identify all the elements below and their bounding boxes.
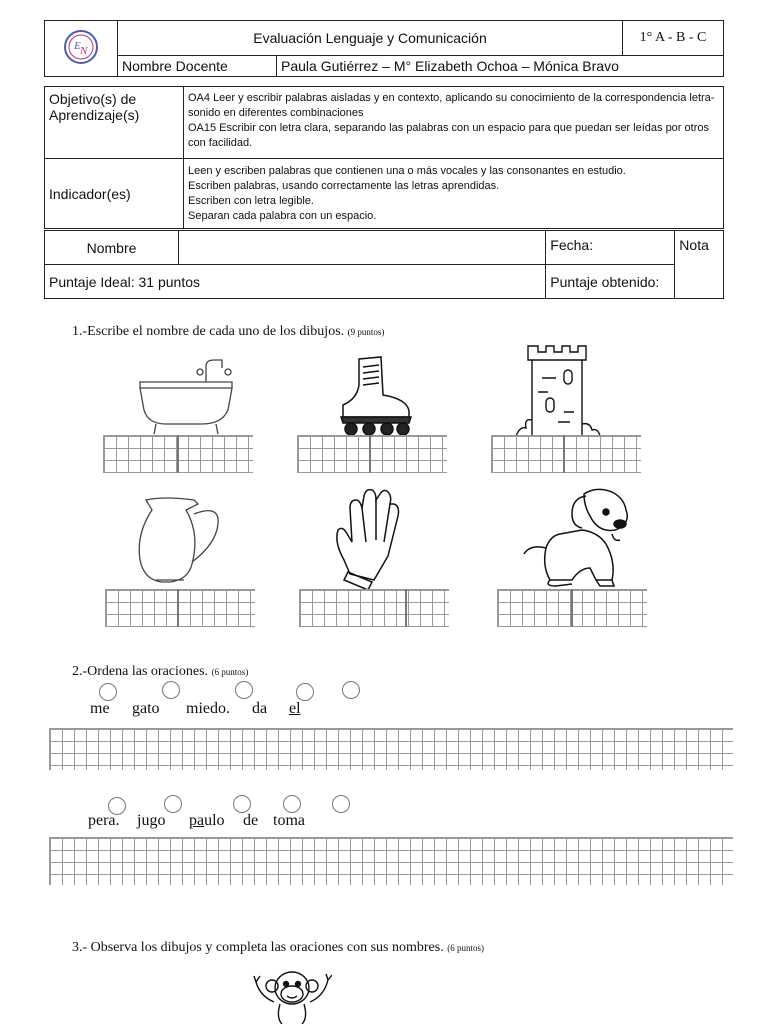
section3-title — [72, 940, 484, 956]
objectives-table — [44, 86, 724, 229]
word-da: da — [252, 700, 268, 717]
bathtub-icon — [136, 358, 236, 438]
answer-grid-glove[interactable] — [299, 589, 449, 627]
dog-icon — [520, 486, 638, 590]
section2-title — [72, 664, 248, 680]
grid-word-separator — [369, 435, 371, 473]
word-paulo-underlined: pa — [189, 812, 205, 829]
section3-points: (6 puntos) — [447, 943, 484, 953]
order-circle[interactable] — [235, 681, 253, 699]
section1-title-text: 1.-Escribe el nombre de cada uno de los dibujos. — [72, 324, 345, 339]
word-paulo: paulo — [189, 812, 225, 829]
answer-grid-tower[interactable] — [491, 435, 641, 473]
indicator-line: Escriben palabras, usando correctamente las letras aprendidas. — [188, 179, 500, 192]
section2-title-text: 2.-Ordena las oraciones. — [72, 664, 209, 679]
glove-icon — [330, 486, 406, 590]
evaluation-title: Evaluación Lenguaje y Comunicación — [118, 21, 623, 56]
section3-title-text: 3.- Observa los dibujos y completa las oraciones con sus nombres. — [72, 940, 444, 955]
ideal-score: Puntaje Ideal: 31 puntos — [45, 265, 546, 299]
sentence1-writing-grid[interactable] — [49, 728, 733, 770]
word-de: de — [243, 812, 259, 829]
obtained-score-label[interactable]: Puntaje obtenido: — [546, 265, 675, 299]
name-field[interactable] — [179, 231, 546, 265]
grid-word-separator — [571, 589, 573, 627]
indicator-line: Separan cada palabra con un espacio. — [188, 209, 377, 222]
order-circle[interactable] — [332, 795, 350, 813]
jug-icon — [134, 494, 230, 590]
word-me: me — [90, 700, 110, 717]
order-circle[interactable] — [342, 681, 360, 699]
tower-icon — [512, 342, 602, 438]
grade-label[interactable]: Nota — [675, 231, 724, 299]
order-circle[interactable] — [99, 683, 117, 701]
student-table — [44, 230, 724, 299]
grid-word-separator — [563, 435, 565, 473]
school-logo-icon — [63, 29, 99, 65]
sentence2-writing-grid[interactable] — [49, 837, 733, 885]
section2-points: (6 puntos) — [211, 667, 249, 677]
answer-grid-skate[interactable] — [297, 435, 447, 473]
grid-word-separator — [177, 589, 179, 627]
teacher-names: Paula Gutiérrez – M° Elizabeth Ochoa – Mónica Bravo — [277, 56, 724, 77]
word-toma: toma — [273, 812, 305, 829]
school-logo-cell — [45, 21, 118, 77]
monkey-icon — [252, 966, 332, 1024]
grid-word-separator — [177, 435, 179, 473]
word-jugo: jugo — [137, 812, 166, 829]
order-circle[interactable] — [162, 681, 180, 699]
header-table — [44, 20, 724, 77]
word-el: el — [289, 700, 301, 717]
indicators-text — [184, 159, 724, 229]
indicator-line: Escriben con letra legible. — [188, 194, 314, 207]
word-miedo: miedo. — [186, 700, 230, 717]
logo-letter-n: N — [80, 45, 88, 57]
word-gato: gato — [132, 700, 160, 717]
name-label: Nombre — [45, 231, 179, 265]
roller-skate-icon — [333, 355, 413, 437]
order-circle[interactable] — [164, 795, 182, 813]
indicators-label: Indicador(es) — [45, 159, 184, 229]
date-label[interactable]: Fecha: — [546, 231, 675, 265]
indicator-line: Leen y escriben palabras que contienen una o más vocales y las consonantes en estudio. — [188, 164, 626, 177]
section1-title — [72, 324, 384, 340]
logo-letter-e: E — [74, 40, 81, 52]
grade-level: 1° A - B - C — [623, 21, 724, 56]
order-circle[interactable] — [283, 795, 301, 813]
objectives-text — [184, 87, 724, 159]
order-circle[interactable] — [296, 683, 314, 701]
section1-points: (9 puntos) — [347, 327, 385, 337]
order-circle[interactable] — [233, 795, 251, 813]
grid-word-separator — [405, 589, 407, 627]
objectives-label: Objetivo(s) de Aprendizaje(s) — [45, 87, 184, 159]
objective-oa4: OA4 Leer y escribir palabras aisladas y en contexto, aplicando su conocimiento de la correspondencia letra-sonido en diferentes combinaciones — [188, 92, 715, 119]
answer-grid-jug[interactable] — [105, 589, 255, 627]
objective-oa15: OA15 Escribir con letra clara, separando las palabras con un espacio para que puedan ser leídas por otros con facilidad. — [188, 122, 709, 149]
teacher-label: Nombre Docente — [118, 56, 277, 77]
word-pera: pera. — [88, 812, 120, 829]
